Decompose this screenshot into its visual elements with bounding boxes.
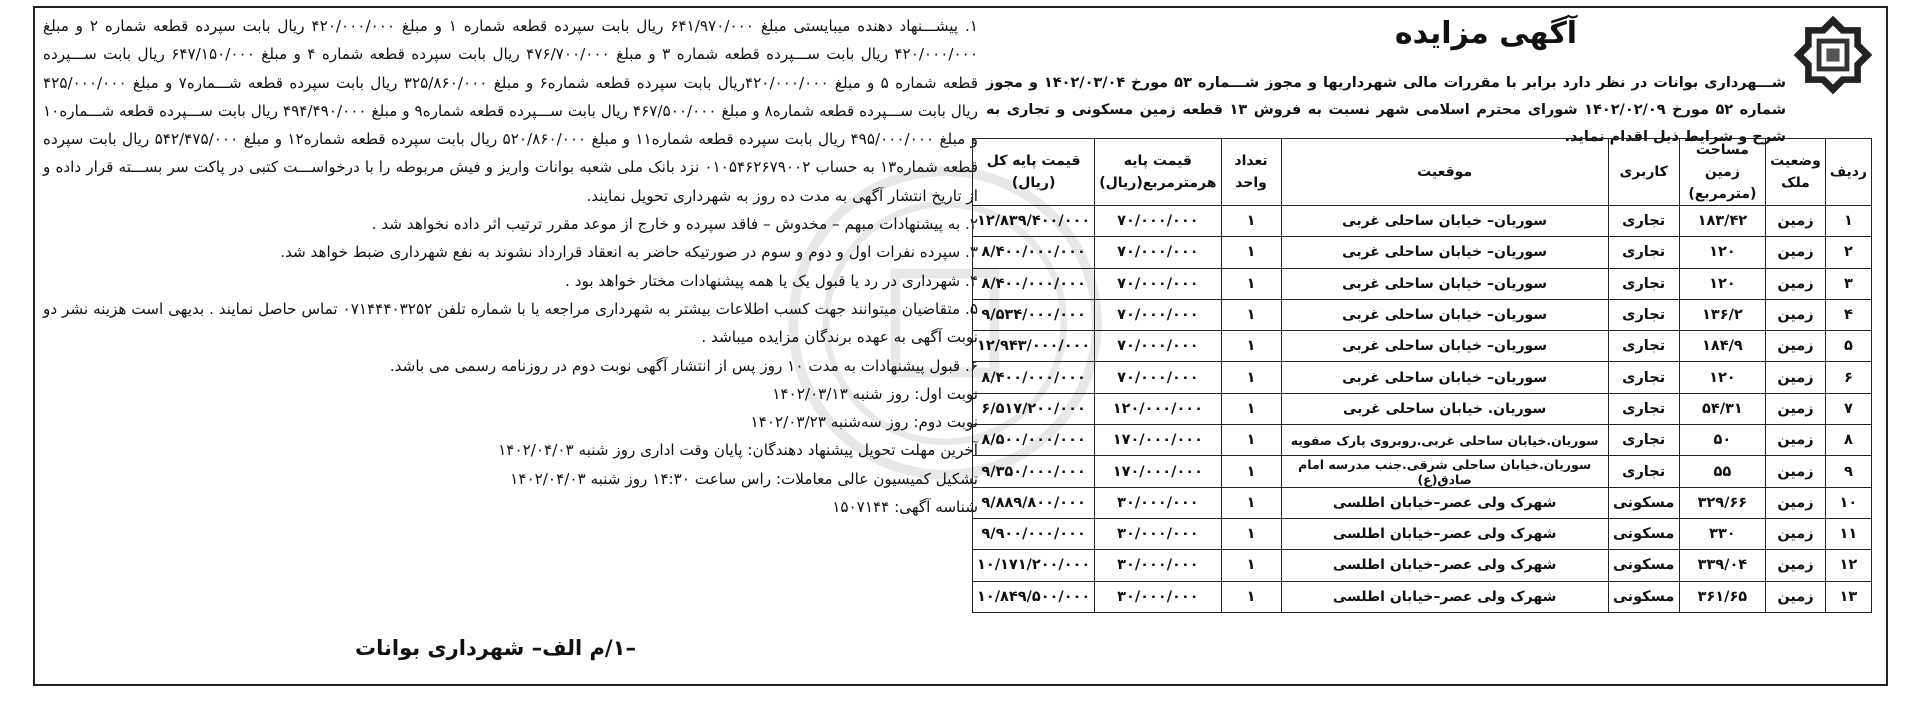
cell-area: ۵۵ [1679, 456, 1766, 487]
header-usage: کاربری [1608, 139, 1679, 206]
schedule-second-round: نوبت دوم: روز سه‌شنبه ۱۴۰۲/۰۳/۲۳ [750, 413, 978, 432]
table-row [973, 206, 1872, 237]
condition-item: ۴. شهرداری در رد یا قبول یک یا همه پیشنهادات مختار خواهد بود . [565, 271, 978, 290]
conditions-section [43, 12, 978, 521]
cell-usage: تجاری [1608, 206, 1679, 237]
cell-status: زمین [1766, 393, 1826, 424]
cell-location: سوریان– خیابان ساحلی غربی [1281, 206, 1608, 237]
header-area: مساحت زمین (مترمربع) [1679, 139, 1766, 206]
signature: –۱/م الف– شهرداری بوانات [355, 636, 636, 660]
cell-base-price: ۷۰/۰۰۰/۰۰۰ [1095, 331, 1221, 362]
cell-units: ۱ [1221, 550, 1281, 581]
cell-location: شهرک ولی عصر–خیابان اطلسی [1281, 487, 1608, 518]
cell-area: ۱۲۰ [1679, 237, 1766, 268]
condition-item: ۲. به پیشنهادات مبهم – مخدوش – فاقد سپرده و خارج از موعد مقرر ترتیب اثر داده نخواهد شد . [371, 215, 978, 234]
cell-area: ۱۲۰ [1679, 362, 1766, 393]
notice-title-text: آگهی مزایده [1394, 16, 1578, 51]
cell-base-price: ۷۰/۰۰۰/۰۰۰ [1095, 237, 1221, 268]
cell-total-price: ۸/۴۰۰/۰۰۰/۰۰۰ [973, 237, 1095, 268]
cell-usage: تجاری [1608, 237, 1679, 268]
cell-status: زمین [1766, 581, 1826, 612]
cell-base-price: ۷۰/۰۰۰/۰۰۰ [1095, 299, 1221, 330]
cell-base-price: ۳۰/۰۰۰/۰۰۰ [1095, 581, 1221, 612]
header-location: موقعیت [1281, 139, 1608, 206]
cell-area: ۱۲۰ [1679, 268, 1766, 299]
cell-status: زمین [1766, 206, 1826, 237]
cell-units: ۱ [1221, 581, 1281, 612]
table-row [973, 456, 1872, 487]
cell-area: ۵۴/۳۱ [1679, 393, 1766, 424]
cell-units: ۱ [1221, 425, 1281, 456]
cell-row: ۱۱ [1825, 518, 1871, 549]
cell-base-price: ۱۷۰/۰۰۰/۰۰۰ [1095, 456, 1221, 487]
cell-row: ۲ [1825, 237, 1871, 268]
cell-usage: تجاری [1608, 331, 1679, 362]
cell-row: ۹ [1825, 456, 1871, 487]
cell-total-price: ۸/۴۰۰/۰۰۰/۰۰۰ [973, 362, 1095, 393]
cell-status: زمین [1766, 268, 1826, 299]
cell-location: شهرک ولی عصر–خیابان اطلسی [1281, 581, 1608, 612]
cell-usage: تجاری [1608, 268, 1679, 299]
cell-usage: تجاری [1608, 362, 1679, 393]
condition-item: ۳. سپرده نفرات اول و دوم و سوم در صورتیکه حاضر به انعقاد قرارداد نشوند به نفع شهرداری ضبط خواهد شد. [280, 243, 978, 262]
cell-row: ۸ [1825, 425, 1871, 456]
cell-total-price: ۱۰/۸۴۹/۵۰۰/۰۰۰ [973, 581, 1095, 612]
cell-usage: مسکونی [1608, 487, 1679, 518]
cell-row: ۱۳ [1825, 581, 1871, 612]
table-row [973, 362, 1872, 393]
cell-area: ۱۸۳/۴۲ [1679, 206, 1766, 237]
cell-location: سوریان. خیابان ساحلی غربی [1281, 393, 1608, 424]
condition-item: ۶. قبول پیشنهادات به مدت ۱۰ روز پس از انتشار آگهی نوبت دوم در روزنامه رسمی می باشد. [389, 356, 978, 375]
cell-total-price: ۱۰/۱۷۱/۲۰۰/۰۰۰ [973, 550, 1095, 581]
cell-total-price: ۶/۵۱۷/۲۰۰/۰۰۰ [973, 393, 1095, 424]
cell-area: ۳۲۹/۶۶ [1679, 487, 1766, 518]
cell-area: ۱۸۴/۹ [1679, 331, 1766, 362]
header-units: تعداد واحد [1221, 139, 1281, 206]
header-total-price: قیمت پایه کل (ریال) [973, 139, 1095, 206]
cell-units: ۱ [1221, 487, 1281, 518]
table-row [973, 487, 1872, 518]
cell-location: سوریان– خیابان ساحلی غربی [1281, 299, 1608, 330]
notice-intro: شـــهرداری بوانات در نظر دارد برابر با مقررات مالی شهرداریها و مجوز شـــماره ۵۳ مورخ ۱۴۰۲/۰۳/۰۴ و مجوز شماره ۵۲ مورخ ۱۴۰۲/۰۲/۰۹ شورای محترم اسلامی شهر نسبت به فروش ۱۳ قطعه زمین مسکونی و تجاری به شرح و شرایط ذیل اقدام نماید. [986, 75, 1786, 145]
cell-total-price: ۱۲/۹۴۳/۰۰۰/۰۰۰ [973, 331, 1095, 362]
cell-units: ۱ [1221, 362, 1281, 393]
table-row [973, 393, 1872, 424]
table-row [973, 331, 1872, 362]
cell-row: ۷ [1825, 393, 1871, 424]
table-row [973, 299, 1872, 330]
cell-units: ۱ [1221, 299, 1281, 330]
auction-table [972, 138, 1872, 613]
cell-location: سوریان– خیابان ساحلی غربی [1281, 268, 1608, 299]
cell-base-price: ۷۰/۰۰۰/۰۰۰ [1095, 362, 1221, 393]
schedule-deadline: آخرین مهلت تحویل پیشنهاد دهندگان: پایان وقت اداری روز شنبه ۱۴۰۲/۰۴/۰۳ [498, 441, 978, 460]
schedule-commission: تشکیل کمیسیون عالی معاملات: راس ساعت ۱۴:۳۰ روز شنبه ۱۴۰۲/۰۴/۰۳ [510, 469, 978, 488]
cell-area: ۵۰ [1679, 425, 1766, 456]
cell-units: ۱ [1221, 268, 1281, 299]
cell-status: زمین [1766, 331, 1826, 362]
table-row [973, 518, 1872, 549]
cell-total-price: ۹/۵۳۴/۰۰۰/۰۰۰ [973, 299, 1095, 330]
cell-total-price: ۸/۵۰۰/۰۰۰/۰۰۰ [973, 425, 1095, 456]
cell-units: ۱ [1221, 206, 1281, 237]
cell-total-price: ۹/۳۵۰/۰۰۰/۰۰۰ [973, 456, 1095, 487]
cell-total-price: ۹/۹۰۰/۰۰۰/۰۰۰ [973, 518, 1095, 549]
schedule-first-round: نوبت اول: روز شنبه ۱۴۰۲/۰۳/۱۳ [772, 384, 978, 403]
cell-status: زمین [1766, 425, 1826, 456]
table-row [973, 550, 1872, 581]
cell-location: سوریان.خیابان ساحلی غربی.روبروی پارک صفویه [1281, 425, 1608, 456]
cell-row: ۱۰ [1825, 487, 1871, 518]
table-row [973, 425, 1872, 456]
cell-area: ۳۶۱/۶۵ [1679, 581, 1766, 612]
header-status: وضعیت ملک [1766, 139, 1826, 206]
cell-total-price: ۸/۴۰۰/۰۰۰/۰۰۰ [973, 268, 1095, 299]
cell-status: زمین [1766, 550, 1826, 581]
cell-usage: تجاری [1608, 425, 1679, 456]
cell-location: شهرک ولی عصر–خیابان اطلسی [1281, 550, 1608, 581]
cell-base-price: ۳۰/۰۰۰/۰۰۰ [1095, 487, 1221, 518]
table-row [973, 581, 1872, 612]
condition-item: ۵. متقاضیان میتوانند جهت کسب اطلاعات بیشتر به شهرداری مراجعه یا با شماره تلفن ۰۷۱۴۴۴۰۳۲۵۲ تماس حاصل نمایند . بدیهی است هزینه نشر دو نوبت آگهی به عهده برندگان مزایده میباشد . [43, 299, 978, 347]
cell-area: ۳۳۹/۰۴ [1679, 550, 1766, 581]
cell-base-price: ۳۰/۰۰۰/۰۰۰ [1095, 550, 1221, 581]
cell-status: زمین [1766, 456, 1826, 487]
cell-total-price: ۱۲/۸۳۹/۴۰۰/۰۰۰ [973, 206, 1095, 237]
cell-row: ۵ [1825, 331, 1871, 362]
table-header-row [973, 139, 1872, 206]
cell-usage: مسکونی [1608, 581, 1679, 612]
cell-units: ۱ [1221, 393, 1281, 424]
cell-row: ۴ [1825, 299, 1871, 330]
cell-status: زمین [1766, 237, 1826, 268]
cell-location: سوریان– خیابان ساحلی غربی [1281, 331, 1608, 362]
cell-area: ۳۳۰ [1679, 518, 1766, 549]
cell-base-price: ۳۰/۰۰۰/۰۰۰ [1095, 518, 1221, 549]
cell-base-price: ۱۷۰/۰۰۰/۰۰۰ [1095, 425, 1221, 456]
table-row [973, 237, 1872, 268]
cell-status: زمین [1766, 487, 1826, 518]
cell-units: ۱ [1221, 518, 1281, 549]
cell-status: زمین [1766, 362, 1826, 393]
cell-row: ۶ [1825, 362, 1871, 393]
cell-location: سوریان– خیابان ساحلی غربی [1281, 237, 1608, 268]
notice-title [966, 16, 1886, 51]
table-row [973, 268, 1872, 299]
cell-location: سوریان– خیابان ساحلی غربی [1281, 362, 1608, 393]
header-row-number: ردیف [1825, 139, 1871, 206]
cell-location: شهرک ولی عصر–خیابان اطلسی [1281, 518, 1608, 549]
cell-usage: تجاری [1608, 456, 1679, 487]
cell-units: ۱ [1221, 456, 1281, 487]
cell-units: ۱ [1221, 331, 1281, 362]
table-body [973, 206, 1872, 613]
cell-base-price: ۱۲۰/۰۰۰/۰۰۰ [1095, 393, 1221, 424]
cell-row: ۱ [1825, 206, 1871, 237]
cell-area: ۱۳۶/۲ [1679, 299, 1766, 330]
cell-base-price: ۷۰/۰۰۰/۰۰۰ [1095, 206, 1221, 237]
cell-status: زمین [1766, 299, 1826, 330]
cell-row: ۱۲ [1825, 550, 1871, 581]
cell-location: سوریان.خیابان ساحلی شرقی.جنب مدرسه امام صادق(ع) [1281, 456, 1608, 487]
cell-usage: تجاری [1608, 299, 1679, 330]
notice-frame [33, 6, 1888, 686]
cell-total-price: ۹/۸۸۹/۸۰۰/۰۰۰ [973, 487, 1095, 518]
auction-section [966, 8, 1886, 684]
condition-item: ۱. پیشـــنهاد دهنده میبایستی مبلغ ۶۴۱/۹۷۰/۰۰۰ ریال بابت سپرده قطعه شماره ۱ و مبلغ ۴۲۰/۰۰۰/۰۰۰ ریال بابت سپرده قطعه شماره ۲ و مبلغ ۴۲۰/۰۰۰/۰۰۰ ریال بابت ســـپرده قطعه شماره ۳ و مبلغ ۴۷۶/۷۰۰/۰۰۰ ریال بابت سپرده قطعه شماره ۴ و مبلغ ۶۴۷/۱۵۰/۰۰۰ ریال بابت ســـپرده قطعه شماره ۵ و مبلغ ۴۲۰/۰۰۰/۰۰۰ریال بابت سپرده قطعه شماره۶ و مبلغ ۳۲۵/۸۶۰/۰۰۰ ریال بابت سپرده قطعه شـــماره۷ و مبلغ ۴۲۵/۰۰۰/۰۰۰ ریال بابت ســـپرده قطعه شماره۸ و مبلغ ۴۶۷/۵۰۰/۰۰۰ ریال بابت ســـپرده قطعه شماره۹ و مبلغ ۴۹۴/۴۹۰/۰۰۰ ریال بابت ســـپرده قطعه شـــماره۱۰ و مبلغ ۴۹۵/۰۰۰/۰۰۰ ریال بابت سپرده قطعه شماره۱۱ و مبلغ ۵۲۰/۸۶۰/۰۰۰ ریال بابت سپرده قطعه شماره۱۲ و مبلغ ۵۴۲/۴۷۵/۰۰۰ ریال بابت سپرده قطعه شماره۱۳ به حساب ۰۱۰۵۴۶۲۶۷۹۰۰۲ نزد بانک ملی شعبه بوانات واریز و فیش مربوطه را با درخواســـت کتبی در پاکت سر بســـته قرار داده و از تاریخ انتشار آگهی به مدت ده روز به شهرداری تحویل نمایند. [43, 17, 978, 205]
cell-base-price: ۷۰/۰۰۰/۰۰۰ [1095, 268, 1221, 299]
cell-usage: مسکونی [1608, 518, 1679, 549]
cell-usage: تجاری [1608, 393, 1679, 424]
cell-status: زمین [1766, 518, 1826, 549]
header-base-price: قیمت پایه هرمترمربع(ریال) [1095, 139, 1221, 206]
cell-usage: مسکونی [1608, 550, 1679, 581]
notice-id: شناسه آگهی: ۱۵۰۷۱۴۴ [832, 498, 978, 517]
cell-units: ۱ [1221, 237, 1281, 268]
cell-row: ۳ [1825, 268, 1871, 299]
